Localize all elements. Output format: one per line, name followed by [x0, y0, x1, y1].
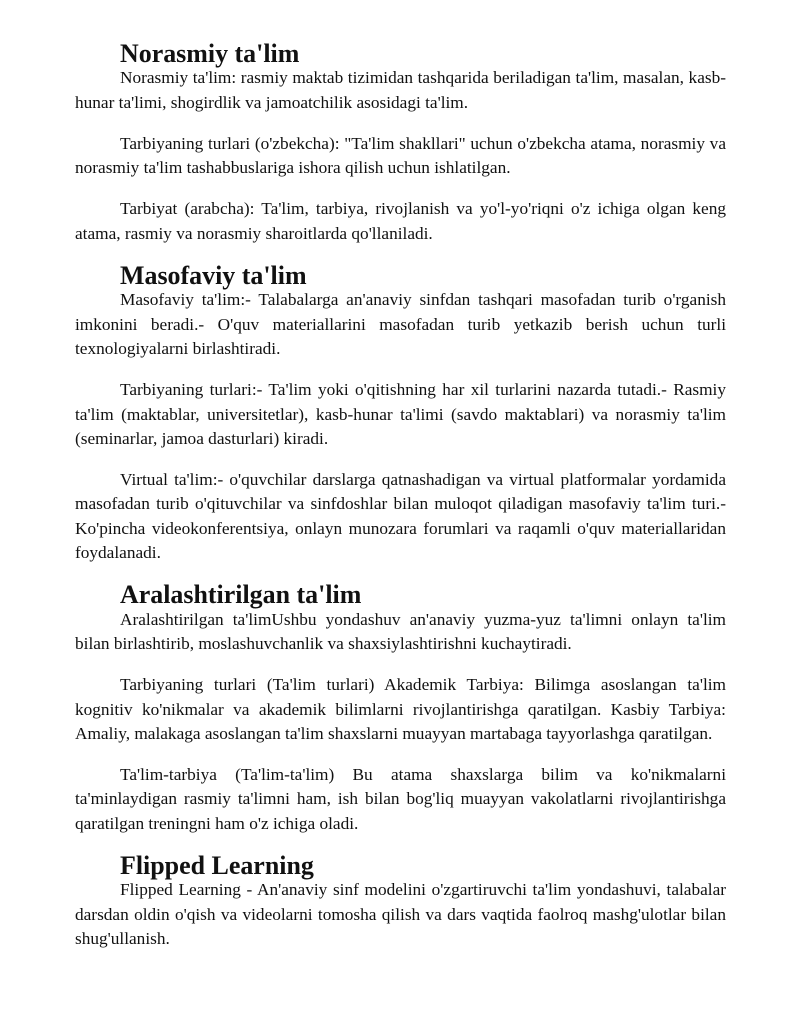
- paragraph: Tarbiyaning turlari (Ta'lim turlari) Akademik Tarbiya: Bilimga asoslangan ta'lim kognitiv ko'nikmalar va akademik bilimlarni rivojlantirishga qaratilgan. Kasbiy Tarbiya: Amaliy, malakaga asoslangan ta'lim shaxslarni muayyan martabaga tayyorlashga qaratilgan.: [75, 675, 726, 743]
- section-heading: Norasmiy ta'lim: [120, 39, 300, 68]
- section-norasmiy-talim: [75, 39, 726, 246]
- paragraph: Ta'lim-tarbiya (Ta'lim-ta'lim) Bu atama shaxslarga bilim va ko'nikmalarni ta'minlaydigan rasmiy ta'limni ham, ish bilan bog'liq muayyan vakolatlarni rivojlantirishga qaratilgan treningni ham o'z ichiga oladi.: [75, 765, 726, 833]
- paragraph: Tarbiyat (arabcha): Ta'lim, tarbiya, rivojlanish va yo'l-yo'riqni o'z ichiga olgan keng atama, rasmiy va norasmiy sharoitlarda qo'llaniladi.: [75, 199, 726, 243]
- paragraph: Flipped Learning - An'anaviy sinf modelini o'zgartiruvchi ta'lim yondashuvi, talabalar darsdan oldin o'qish va videolarni tomosha qilish va dars vaqtida faolroq mashg'ulotlar bilan shug'ullanish.: [75, 880, 726, 948]
- section-heading: Masofaviy ta'lim: [120, 261, 307, 291]
- document-page: [75, 39, 726, 951]
- paragraph: Virtual ta'lim:- o'quvchilar darslarga qatnashadigan va virtual platformalar yordamida masofadan turib o'qituvchilar va sinfdoshlar bilan muloqot qiladigan masofaviy ta'lim turi.- Ko'pincha videokonferentsiya, onlayn munozara forumlari va raqamli o'quv materiallaridan foydalanadi.: [75, 470, 726, 563]
- section-masofaviy-talim: [75, 261, 726, 565]
- paragraph: Masofaviy ta'lim:- Talabalarga an'anaviy sinfdan tashqari masofadan turib o'rganish imkonini beradi.- O'quv materiallarini masofadan turib yetkazib berish uchun turli texnologiyalarni birlashtiradi.: [75, 290, 726, 358]
- paragraph: Tarbiyaning turlari (o'zbekcha): "Ta'lim shakllari" uchun o'zbekcha atama, norasmiy va norasmiy ta'lim tashabbuslariga ishora qilish uchun ishlatilgan.: [75, 133, 726, 178]
- paragraph: Aralashtirilgan ta'limUshbu yondashuv an'anaviy yuzma-yuz ta'limni onlayn ta'lim bilan birlashtirib, moslashuvchanlik va shaxsiylashtirishni kuchaytiradi.: [75, 609, 726, 653]
- paragraph: Tarbiyaning turlari:- Ta'lim yoki o'qitishning har xil turlarini nazarda tutadi.- Rasmiy ta'lim (maktablar, universitetlar), kasb-hunar ta'limi (savdo maktablari) va norasmiy ta'lim (seminarlar, jamoa dasturlari) kiradi.: [75, 380, 726, 448]
- section-heading: Aralashtirilgan ta'lim: [120, 580, 362, 610]
- section-heading: Flipped Learning: [120, 851, 314, 881]
- section-aralashtirilgan-talim: [75, 580, 726, 836]
- section-flipped-learning: [75, 851, 726, 951]
- paragraph: Norasmiy ta'lim: rasmiy maktab tizimidan tashqarida beriladigan ta'lim, masalan, kasb-hunar ta'limi, shogirdlik va jamoatchilik asosidagi ta'lim.: [75, 68, 726, 112]
